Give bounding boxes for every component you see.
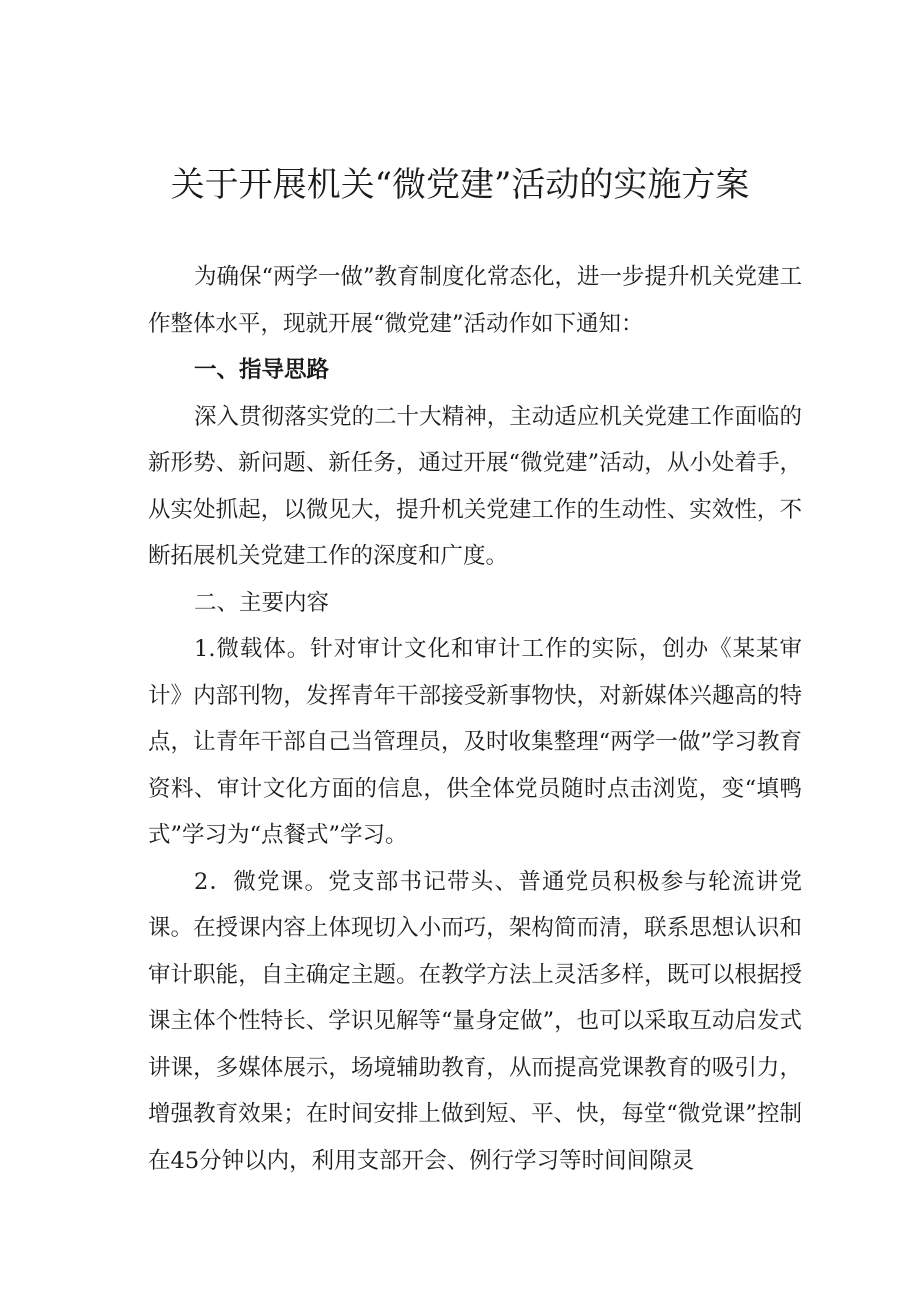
item-micro-carrier-paragraph: 1.微载体。针对审计文化和审计工作的实际，创办《某某审计》内部刊物，发挥青年干部接受新事物快，对新媒体兴趣高的特点，让青年干部自己当管理员，及时收集整理“两学一做”学习教育资料、审计文化方面的信息，供全体党员随时点击浏览，变“填鸭式”学习为“点餐式”学习。	[148, 636, 802, 848]
document-body	[148, 254, 802, 1184]
item-micro-party-lesson-paragraph: 2．微党课。党支部书记带头、普通党员积极参与轮流讲党课。在授课内容上体现切入小而巧，架构简而清，联系思想认识和审计职能，自主确定主题。在教学方法上灵活多样，既可以根据授课主体个性特长、学识见解等“量身定做”，也可以采取互动启发式讲课，多媒体展示，场境辅助教育，从而提高党课教育的吸引力，增强教育效果；在时间安排上做到短、平、快，每堂“微党课”控制在45分钟以内，利用支部开会、例行学习等时间间隙灵	[148, 868, 802, 1174]
document-title: 关于开展机关“微党建”活动的实施方案	[170, 165, 750, 205]
section-heading-main-content: 二、主要内容	[194, 589, 330, 616]
intro-paragraph: 为确保“两学一做”教育制度化常态化，进一步提升机关党建工作整体水平，现就开展“微党建”活动作如下通知：	[148, 264, 803, 337]
guiding-idea-paragraph: 深入贯彻落实党的二十大精神，主动适应机关党建工作面临的新形势、新问题、新任务，通过开展“微党建”活动，从小处着手，从实处抓起，以微见大，提升机关党建工作的生动性、实效性，不断拓展机关党建工作的深度和广度。	[148, 403, 802, 569]
section-heading-guiding-idea: 一、指导思路	[194, 357, 330, 383]
